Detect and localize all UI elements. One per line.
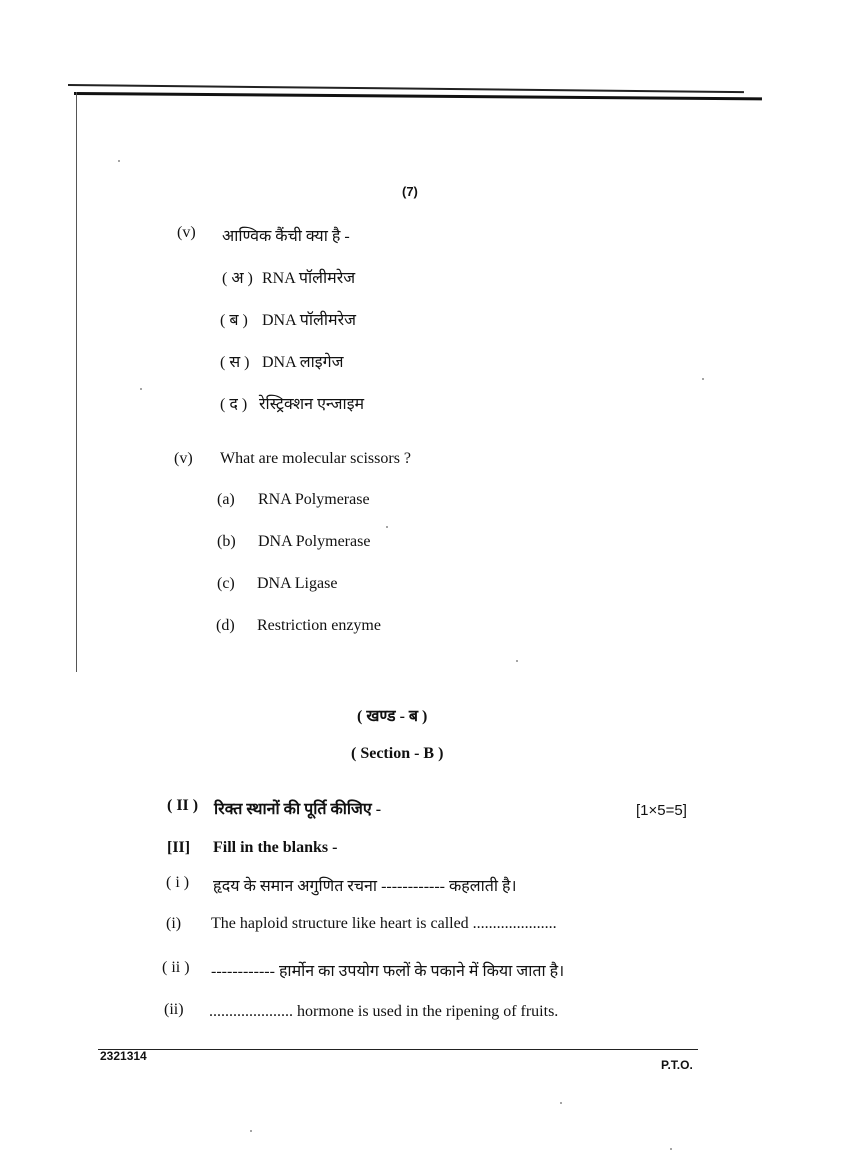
- part-number-en: [II]: [167, 839, 191, 856]
- item-number: (i): [166, 915, 182, 932]
- bottom-rule: [98, 1049, 698, 1050]
- section-heading-en: ( Section - B ): [351, 745, 444, 762]
- question-number-hi: (v): [177, 224, 196, 241]
- marks-label: [1×5=5]: [636, 802, 687, 819]
- item-text: ------------ हार्मोन का उपयोग फलों के पकाने में किया जाता है।: [211, 963, 565, 980]
- section-heading-hi: ( खण्ड - ब ): [357, 708, 428, 725]
- option-text-hi-b: DNA पॉलीमरेज: [262, 312, 356, 329]
- scan-speck: [560, 1102, 562, 1104]
- page-number: (7): [402, 184, 418, 199]
- part-title-en: Fill in the blanks -: [213, 839, 338, 856]
- option-label-hi-a: ( अ ): [222, 270, 253, 287]
- item-number: ( ii ): [162, 959, 190, 976]
- part-number-hi: ( II ): [167, 797, 199, 814]
- question-number-en: (v): [174, 450, 193, 467]
- scan-speck: [386, 526, 388, 528]
- item-text: ..................... hormone is used in the ripening of fruits.: [209, 1003, 559, 1020]
- item-number: ( i ): [166, 874, 190, 891]
- option-label-hi-d: ( द ): [220, 396, 248, 413]
- paper-code: 2321314: [100, 1049, 147, 1063]
- option-label-en-a: (a): [217, 491, 235, 508]
- item-text: The haploid structure like heart is called .....................: [211, 915, 557, 932]
- question-text-en: What are molecular scissors ?: [220, 450, 412, 467]
- top-rule: [68, 84, 744, 93]
- scan-speck: [516, 660, 518, 662]
- scan-speck: [140, 388, 142, 390]
- option-text-en-a: RNA Polymerase: [258, 491, 370, 508]
- option-text-hi-a: RNA पॉलीमरेज: [262, 270, 356, 287]
- left-margin-line: [76, 92, 77, 672]
- option-label-en-b: (b): [217, 533, 236, 550]
- scan-speck: [118, 160, 120, 162]
- option-label-hi-c: ( स ): [220, 354, 250, 371]
- question-text-hi: आण्विक कैंची क्या है -: [222, 228, 350, 245]
- option-label-en-c: (c): [217, 575, 235, 592]
- option-text-hi-c: DNA लाइगेज: [262, 354, 344, 371]
- scan-speck: [670, 1148, 672, 1150]
- top-rule-thick: [74, 92, 762, 100]
- option-label-en-d: (d): [216, 617, 235, 634]
- scan-speck: [702, 378, 704, 380]
- item-number: (ii): [164, 1001, 184, 1018]
- option-text-hi-d: रेस्ट्रिक्शन एन्जाइम: [259, 396, 365, 413]
- option-text-en-b: DNA Polymerase: [258, 533, 371, 550]
- option-label-hi-b: ( ब ): [220, 312, 248, 329]
- pto-label: P.T.O.: [661, 1058, 693, 1072]
- scan-speck: [250, 1130, 252, 1132]
- item-text: हृदय के समान अगुणित रचना ------------ कहलाती है।: [213, 878, 517, 895]
- option-text-en-c: DNA Ligase: [257, 575, 338, 592]
- option-text-en-d: Restriction enzyme: [257, 617, 381, 634]
- part-title-hi: रिक्त स्थानों की पूर्ति कीजिए -: [214, 801, 382, 818]
